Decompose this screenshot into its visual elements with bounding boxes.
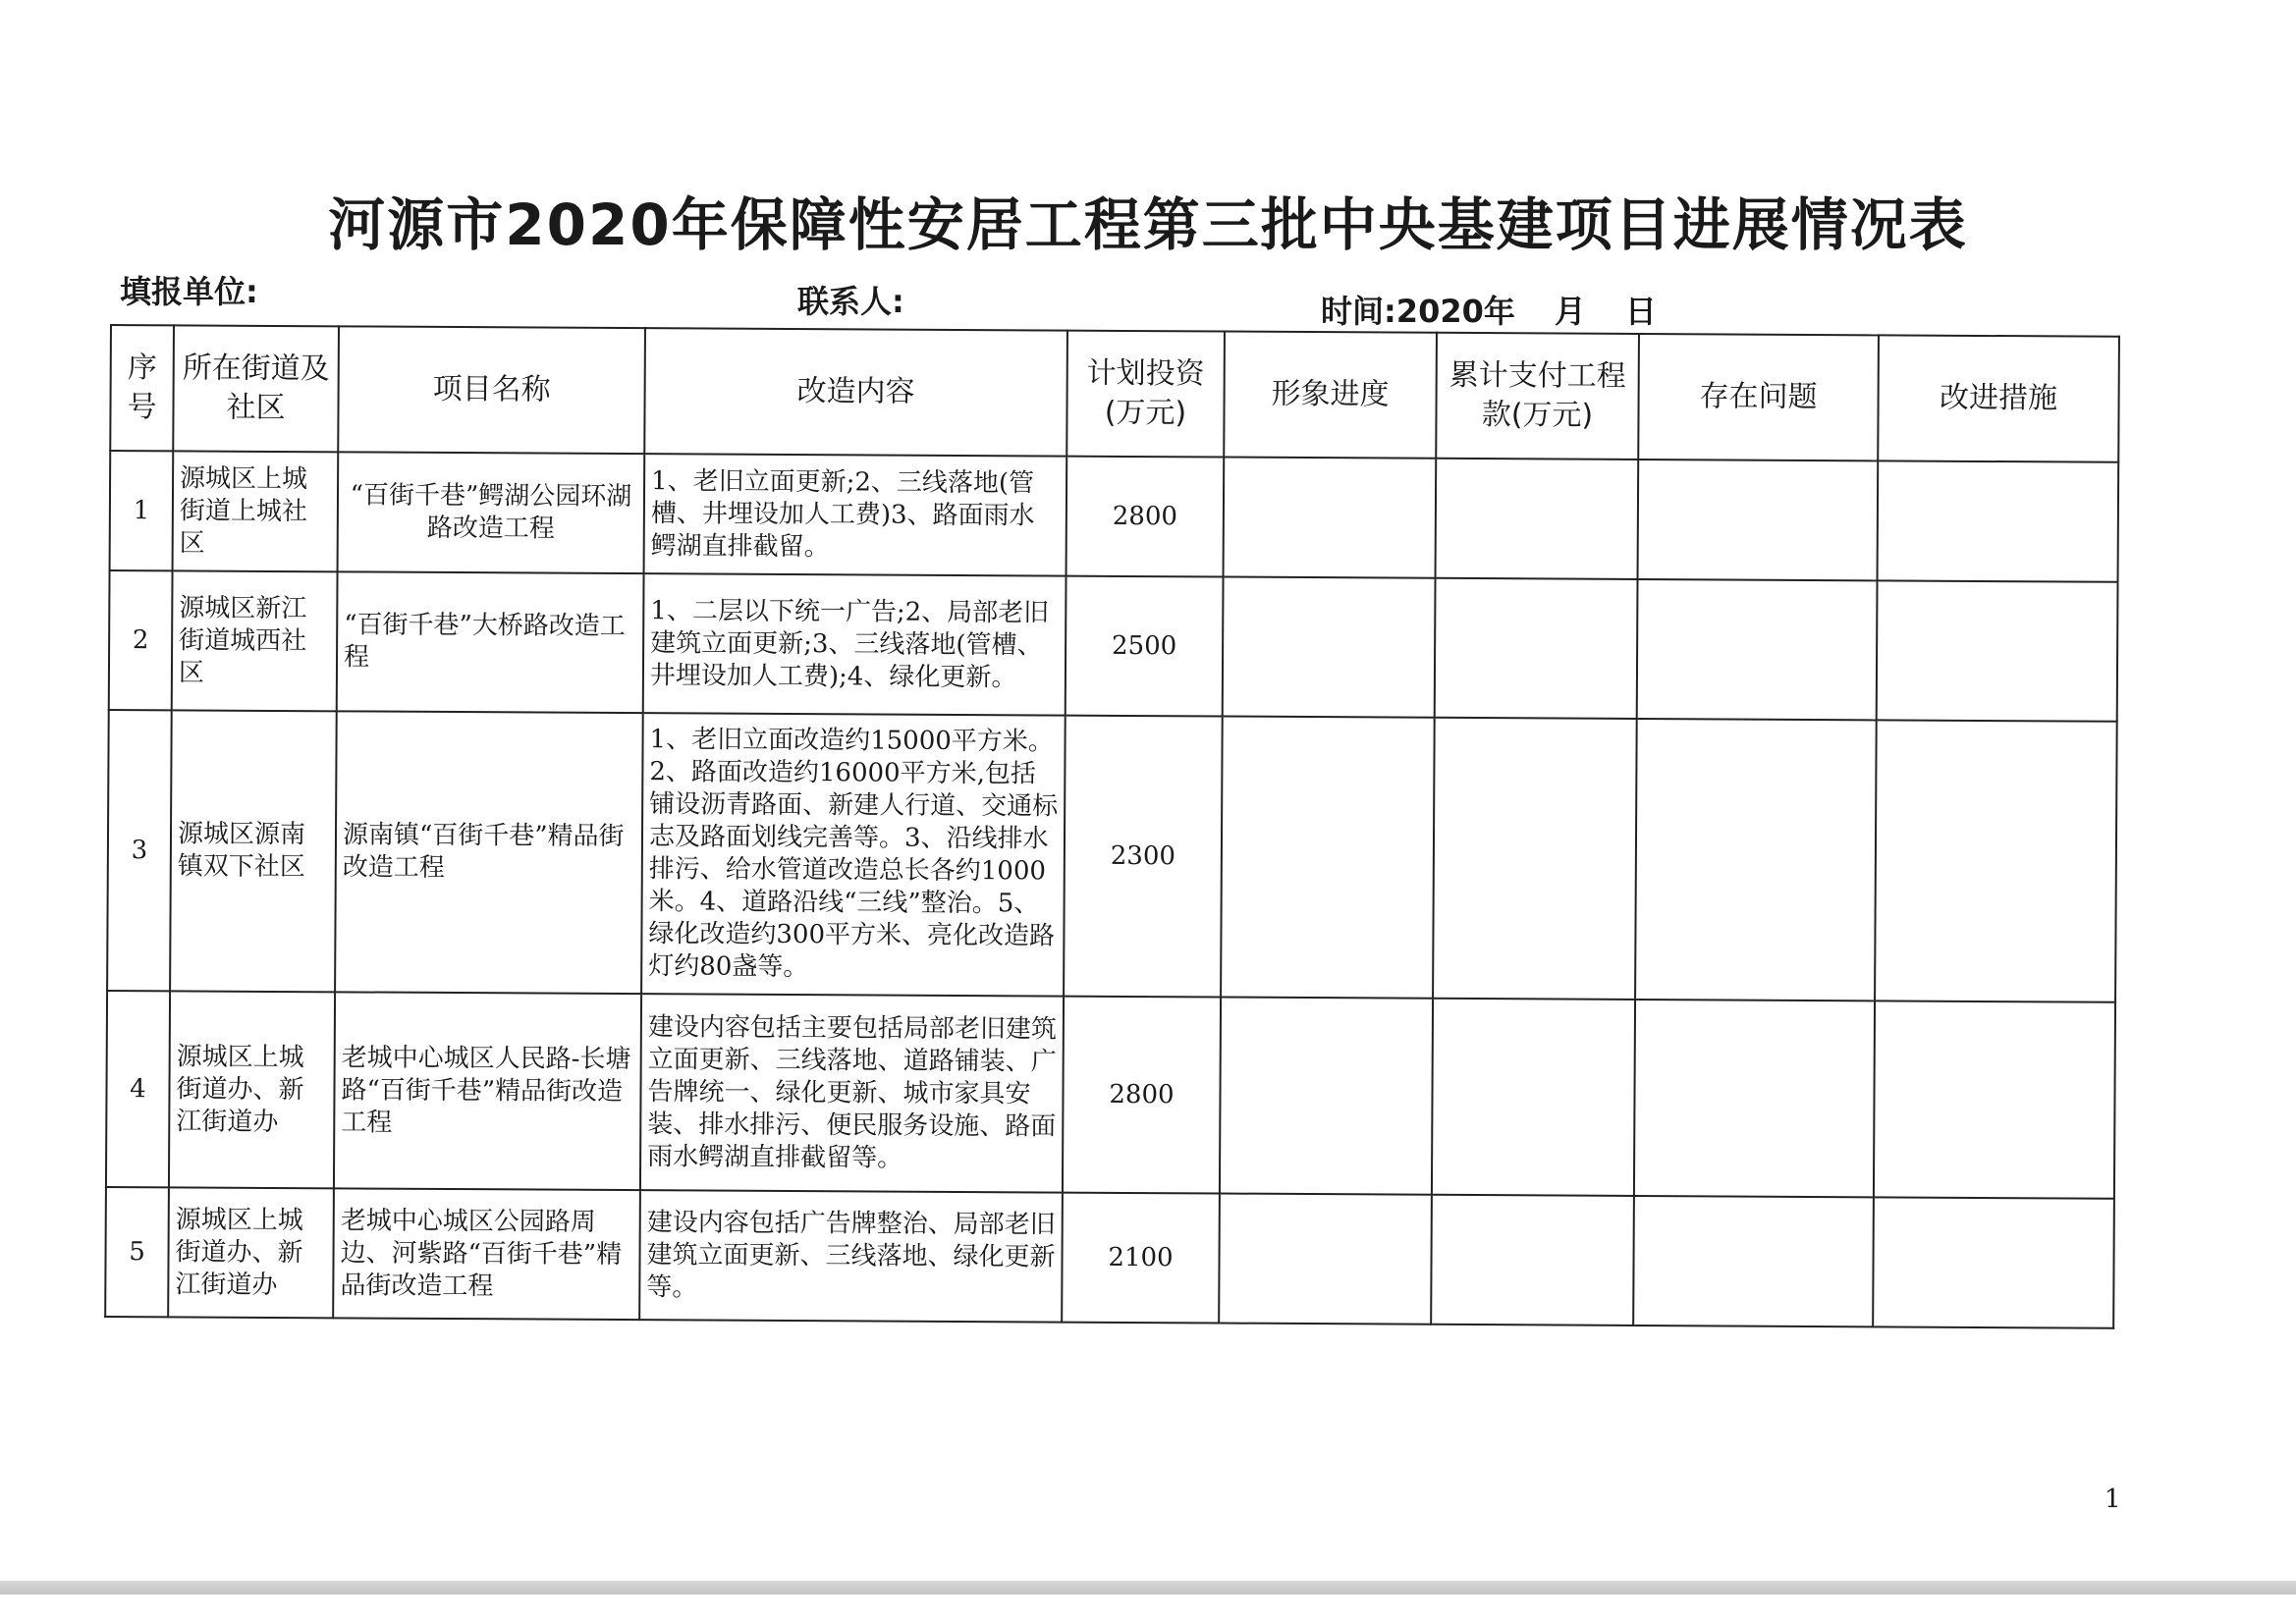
table-row (105, 1187, 2114, 1328)
report-date-year: 时间:2020年 (1321, 293, 1515, 330)
row-measures (1873, 1197, 2114, 1327)
header-content: 改造内容 (644, 328, 1067, 456)
header-name: 项目名称 (338, 326, 645, 454)
row-area: 源城区源南镇双下社区 (170, 710, 337, 992)
header-progress: 形象进度 (1224, 332, 1437, 459)
row-num: 2 (109, 570, 173, 710)
row-project-name: “百街千巷”大桥路改造工程 (337, 571, 644, 713)
row-project-name: 老城中心城区公园路周边、河紫路“百街千巷”精品街改造工程 (333, 1188, 640, 1320)
row-num: 1 (110, 451, 174, 570)
table-row (107, 710, 2117, 1002)
row-paid (1436, 459, 1639, 579)
row-progress (1219, 1194, 1432, 1325)
row-investment: 2500 (1066, 576, 1224, 717)
header-num: 序号 (110, 325, 174, 451)
row-area: 源城区上城街道办、新江街道办 (169, 991, 335, 1188)
row-num: 3 (107, 710, 172, 991)
row-content: 1、二层以下统一广告;2、局部老旧建筑立面更新;3、三线落地(管槽、井埋设加人工费);4、绿化更新。 (643, 573, 1066, 715)
row-progress (1221, 717, 1435, 999)
row-paid (1432, 999, 1635, 1196)
report-date-day: 日 (1624, 293, 1657, 330)
row-investment: 2800 (1066, 457, 1225, 577)
scan-edge-divider (0, 1581, 2296, 1595)
row-issues (1633, 1196, 1874, 1326)
header-area: 所在街道及社区 (173, 325, 339, 452)
row-num: 5 (105, 1187, 169, 1317)
header-measures: 改进措施 (1878, 335, 2119, 461)
row-progress (1223, 577, 1436, 718)
row-investment: 2100 (1062, 1193, 1220, 1324)
filler-unit-label: 填报单位: (120, 273, 258, 310)
header-issues: 存在问题 (1638, 334, 1879, 460)
row-area: 源城区上城街道办、新江街道办 (168, 1187, 334, 1318)
row-measures (1877, 580, 2118, 721)
row-project-name: 源南镇“百街千巷”精品街改造工程 (335, 711, 643, 994)
row-measures (1874, 1001, 2115, 1198)
page-title: 河源市2020年保障性安居工程第三批中央基建项目进展情况表 (328, 191, 1968, 258)
row-area: 源城区新江街道城西社区 (172, 570, 338, 711)
table-row (110, 451, 2119, 582)
row-content: 1、老旧立面改造约15000平方米。2、路面改造约16000平方米,包括铺设沥青路面、新建人行道、交通标志及路面划线完善等。3、沿线排水排污、给水管道改造总长各约1000米。4、道路沿线“三线”整治。5、绿化改造约300平方米、亮化改造路灯约80盏等。 (641, 713, 1066, 996)
row-issues (1638, 460, 1879, 580)
row-content: 建设内容包括主要包括局部老旧建筑立面更新、三线落地、道路铺装、广告牌统一、绿化更新、城市家具安装、排水排污、便民服务设施、路面雨水鳄湖直排截留等。 (640, 994, 1064, 1192)
row-issues (1634, 1000, 1875, 1197)
row-progress (1220, 998, 1433, 1195)
table-row (109, 570, 2118, 722)
row-project-name: 老城中心城区人民路-长塘路“百街千巷”精品街改造工程 (334, 992, 641, 1190)
header-paid: 累计支付工程款(万元) (1436, 333, 1639, 460)
row-investment: 2800 (1063, 997, 1221, 1194)
row-issues (1635, 719, 1877, 1001)
progress-table (104, 324, 2120, 1329)
row-num: 4 (106, 991, 170, 1187)
row-progress (1224, 458, 1437, 578)
report-date (1321, 287, 1657, 332)
progress-table-container (104, 324, 2118, 1329)
row-area: 源城区上城街道上城社区 (173, 451, 339, 571)
contact-person-label: 联系人: (797, 283, 904, 320)
row-investment: 2300 (1064, 716, 1223, 998)
row-issues (1637, 579, 1878, 720)
row-content: 建设内容包括广告牌整治、局部老旧建筑立面更新、三线落地、绿化更新等。 (639, 1190, 1063, 1322)
table-header-row (110, 325, 2119, 462)
row-measures (1878, 460, 2119, 581)
header-investment: 计划投资(万元) (1066, 331, 1225, 458)
row-paid (1433, 718, 1637, 1000)
table-row (106, 991, 2115, 1199)
row-measures (1875, 720, 2117, 1001)
row-paid (1431, 1195, 1634, 1325)
row-project-name: “百街千巷”鳄湖公园环湖路改造工程 (338, 452, 645, 573)
page-number: 1 (2105, 1485, 2121, 1514)
row-paid (1435, 578, 1638, 719)
report-date-month: 月 (1554, 293, 1586, 330)
row-content: 1、老旧立面更新;2、三线落地(管槽、井埋设加人工费)3、路面雨水鳄湖直排截留。 (644, 454, 1067, 575)
